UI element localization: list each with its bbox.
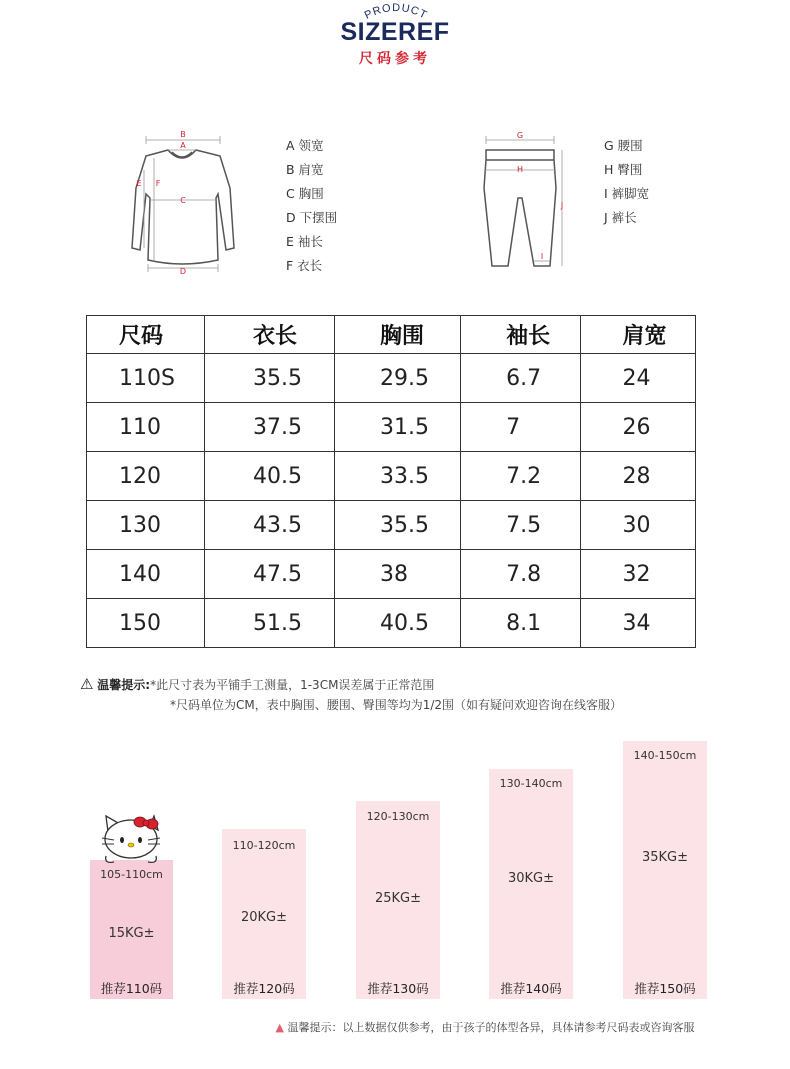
cell: 8.1 — [461, 599, 580, 648]
cell: 32 — [580, 550, 695, 599]
cell: 37.5 — [205, 403, 335, 452]
bar-range: 130-140cm — [499, 777, 563, 790]
cell: 130 — [87, 501, 205, 550]
cell: 40.5 — [335, 599, 461, 648]
cell: 33.5 — [335, 452, 461, 501]
cell: 38 — [335, 550, 461, 599]
header-chest: 胸围 — [335, 316, 461, 354]
label-j: J — [560, 201, 564, 210]
bar-recommendation: 推荐110码 — [100, 981, 163, 996]
cell: 7.5 — [461, 501, 580, 550]
legend-item: E 袖长 — [286, 234, 323, 249]
cell: 110 — [87, 403, 205, 452]
header-length: 衣长 — [205, 316, 335, 354]
header-size: 尺码 — [87, 316, 205, 354]
tips-line-1: *此尺寸表为平铺手工测量，1-3CM误差属于正常范围 — [150, 678, 435, 692]
bar-recommendation: 推荐120码 — [233, 981, 295, 996]
warning-icon: ⚠ — [80, 675, 94, 693]
cell: 30 — [580, 501, 695, 550]
bar-weight: 25KG± — [374, 891, 422, 906]
cell: 6.7 — [461, 354, 580, 403]
legend-item: A 领宽 — [286, 138, 324, 153]
cell: 7.2 — [461, 452, 580, 501]
label-i: I — [540, 252, 544, 261]
cell: 120 — [87, 452, 205, 501]
logo-subtitle: 尺码参考 — [359, 51, 431, 67]
cell: 34 — [580, 599, 695, 648]
cell: 40.5 — [205, 452, 335, 501]
cell: 110S — [87, 354, 205, 403]
triangle-icon: ▲ — [275, 1021, 284, 1034]
cell: 29.5 — [335, 354, 461, 403]
pants-legend — [604, 134, 649, 230]
legend-item: C 胸围 — [286, 186, 324, 201]
cell: 24 — [580, 354, 695, 403]
bar-range: 105-110cm — [100, 868, 163, 881]
height-bar — [623, 741, 707, 999]
bar-recommendation: 推荐130码 — [367, 981, 429, 996]
label-d: D — [179, 267, 187, 276]
table-row — [87, 550, 696, 599]
table-row — [87, 452, 696, 501]
bar-range: 110-120cm — [232, 839, 296, 852]
table-row — [87, 599, 696, 648]
cell: 47.5 — [205, 550, 335, 599]
cell: 31.5 — [335, 403, 461, 452]
label-e: E — [136, 179, 142, 188]
header-shoulder: 肩宽 — [580, 316, 695, 354]
label-g: G — [516, 131, 524, 140]
logo-title: SIZEREF — [340, 18, 450, 46]
tips-block — [80, 674, 622, 715]
header-sleeve: 袖长 — [461, 316, 580, 354]
cell: 35.5 — [205, 354, 335, 403]
legend-item: H 臀围 — [604, 162, 643, 177]
label-a: A — [180, 141, 186, 150]
cell: 43.5 — [205, 501, 335, 550]
table-row — [87, 354, 696, 403]
legend-item: J 裤长 — [604, 210, 637, 225]
height-bar — [356, 801, 440, 999]
tips-label: 温馨提示: — [97, 678, 151, 692]
cell: 7.8 — [461, 550, 580, 599]
bar-weight: 35KG± — [641, 850, 689, 865]
height-bar — [222, 829, 306, 999]
label-h: H — [516, 165, 524, 174]
kitty-mascot-icon — [100, 812, 162, 864]
table-header-row — [87, 316, 696, 354]
label-f: F — [155, 179, 161, 188]
label-b: B — [180, 130, 186, 139]
label-c: C — [180, 196, 186, 205]
tips-line-2: *尺码单位为CM，表中胸围、腰围、臀围等均为1/2围（如有疑问欢迎咨询在线客服） — [170, 698, 623, 712]
height-bar — [90, 860, 173, 999]
bar-range: 140-150cm — [633, 749, 697, 762]
bar-range: 120-130cm — [366, 810, 430, 823]
footnote-text: 温馨提示：以上数据仅供参考，由于孩子的体型各异，具体请参考尺码表或咨询客服 — [287, 1021, 695, 1034]
cell: 140 — [87, 550, 205, 599]
bar-weight: 20KG± — [240, 910, 288, 925]
pants-diagram — [478, 128, 570, 272]
cell: 28 — [580, 452, 695, 501]
shirt-legend — [286, 134, 337, 278]
bar-recommendation: 推荐140码 — [500, 981, 562, 996]
cell: 35.5 — [335, 501, 461, 550]
table-row — [87, 403, 696, 452]
bar-weight: 30KG± — [507, 871, 555, 886]
height-bar — [489, 769, 573, 999]
cell: 150 — [87, 599, 205, 648]
svg-text:PRODUCT: PRODUCT — [362, 2, 430, 22]
table-row — [87, 501, 696, 550]
cell: 7 — [461, 403, 580, 452]
cell: 51.5 — [205, 599, 335, 648]
shirt-diagram — [118, 128, 243, 276]
legend-item: G 腰围 — [604, 138, 643, 153]
size-table — [86, 315, 696, 648]
cell: 26 — [580, 403, 695, 452]
legend-item: B 肩宽 — [286, 162, 324, 177]
legend-item: F 衣长 — [286, 258, 323, 273]
legend-item: I 裤脚宽 — [604, 186, 650, 201]
bar-weight: 15KG± — [108, 926, 155, 941]
bar-recommendation: 推荐150码 — [634, 981, 696, 996]
legend-item: D 下摆围 — [286, 210, 338, 225]
footnote — [0, 1019, 790, 1035]
